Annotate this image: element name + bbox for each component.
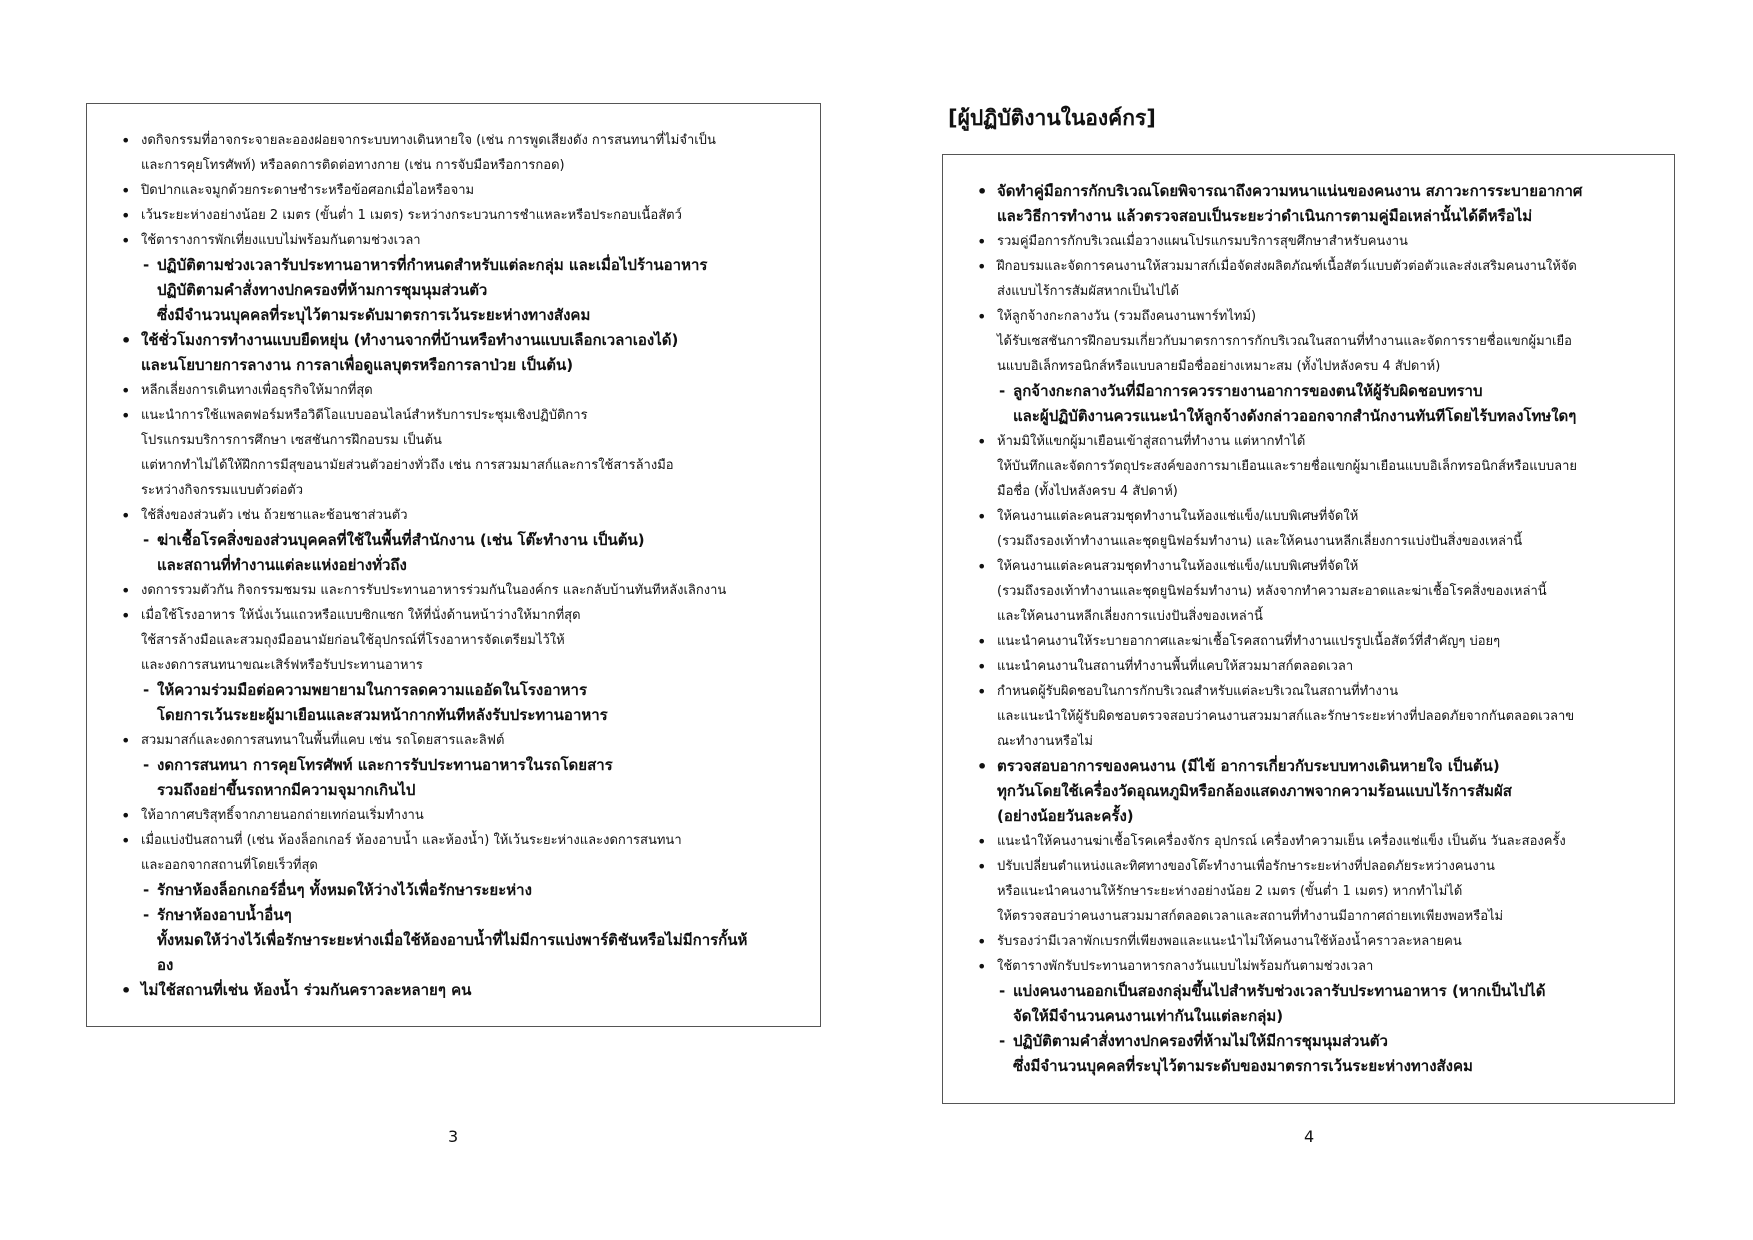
list-item-text: • ตรวจสอบอาการของคนงาน (มีไข้ อาการเกี่ยวกับระบบทางเดินหายใจ เป็นต้น): [997, 757, 1500, 775]
list-item-text: • ให้คนงานแต่ละคนสวมชุดทำงานในห้องแช่แข็ง/แบบพิเศษที่จัดให้: [997, 559, 1359, 574]
sub-list-item: [141, 253, 790, 328]
list-item: [973, 304, 1644, 429]
sub-list-item-text: - ปฏิบัติตามคำสั่งทางปกครองที่ห้ามไม่ให้มีการชุมนุมส่วนตัว: [1013, 1032, 1388, 1050]
list-item-text: และงดการสนทนาขณะเสิร์ฟหรือรับประทานอาหาร: [141, 658, 423, 673]
list-item: [973, 554, 1644, 629]
sub-list-item-text: - ลูกจ้างกะกลางวันที่มีอาการควรรายงานอาการของตนให้ผู้รับผิดชอบทราบ: [1013, 382, 1483, 400]
sub-list: [141, 878, 790, 978]
sub-list-item: [997, 379, 1644, 429]
list-item-text: • ให้คนงานแต่ละคนสวมชุดทำงานในห้องแช่แข็ง/แบบพิเศษที่จัดให้: [997, 509, 1359, 524]
list-item-text: • ใช้สิ่งของส่วนตัว เช่น ถ้วยชาและช้อนชาส่วนตัว: [141, 508, 408, 523]
list-item-text: มือชื่อ (ทั้งไปหลังครบ 4 สัปดาห์): [997, 484, 1178, 499]
list-item-text: และแนะนำให้ผู้รับผิดชอบตรวจสอบว่าคนงานสวมมาสก์และรักษาระยะห่างที่ปลอดภัยจากกันตลอดเวลาข: [997, 709, 1575, 724]
list-item-text: • รับรองว่ามีเวลาพักเบรกที่เพียงพอและแนะนำไม่ให้คนงานใช้ห้องน้ำคราวละหลายคน: [997, 934, 1462, 949]
list-item-text: และวิธีการทำงาน แล้วตรวจสอบเป็นระยะว่าดำเนินการตามคู่มือเหล่านั้นได้ดีหรือไม่: [997, 207, 1533, 225]
sub-list-item-text: ซึ่งมีจำนวนบุคคลที่ระบุไว้ตามระดับมาตรการเว้นระยะห่างทางสังคม: [157, 306, 591, 324]
sub-list-item-text: - รักษาห้องอาบน้ำอื่นๆ: [157, 906, 292, 924]
list-item-text: • ไม่ใช้สถานที่เช่น ห้องน้ำ ร่วมกันคราวละหลายๆ คน: [141, 981, 472, 999]
list-item-text: • ฝึกอบรมและจัดการคนงานให้สวมมาสก์เมื่อจัดส่งผลิตภัณฑ์เนื้อสัตว์แบบตัวต่อตัวและส่งเสริมคนงานให้จัด: [997, 259, 1577, 274]
list-item-text: • ใช้ตารางพักรับประทานอาหารกลางวันแบบไม่พร้อมกันตามช่วงเวลา: [997, 959, 1374, 974]
list-item-text: และออกจากสถานที่โดยเร็วที่สุด: [141, 858, 318, 873]
list-item: [973, 954, 1644, 1079]
sub-list-item-text: - ฆ่าเชื้อโรคสิ่งของส่วนบุคคลที่ใช้ในพื้นที่สำนักงาน (เช่น โต๊ะทำงาน เป็นต้น): [157, 531, 645, 549]
list-item: [117, 728, 790, 803]
list-item-text: ให้บันทึกและจัดการวัตถุประสงค์ของการมาเยือนและรายชื่อแขกผู้มาเยือนแบบอิเล็กทรอนิกส์หรือแบบลาย: [997, 459, 1578, 474]
sub-list-item-text: ซึ่งมีจำนวนบุคคลที่ระบุไว้ตามระดับของมาตรการเว้นระยะห่างทางสังคม: [1013, 1057, 1473, 1075]
sub-list-item-text: รวมถึงอย่าขึ้นรถหากมีความจุมากเกินไป: [157, 781, 416, 799]
list-item: [973, 179, 1644, 229]
page-number-left: 3: [448, 1127, 459, 1146]
sub-list-item-text: - งดการสนทนา การคุยโทรศัพท์ และการรับประทานอาหารในรถโดยสาร: [157, 756, 613, 774]
sub-list-item-text: โดยการเว้นระยะผู้มาเยือนและสวมหน้ากากทันทีหลังรับประทานอาหาร: [157, 706, 608, 724]
list-item-text: ทุกวันโดยใช้เครื่องวัดอุณหภูมิหรือกล้องแสดงภาพจากความร้อนแบบไร้การสัมผัส: [997, 782, 1512, 800]
list-item: [973, 504, 1644, 554]
sub-list: [141, 678, 790, 728]
list-item-text: หรือแนะนำคนงานให้รักษาระยะห่างอย่างน้อย 2 เมตร (ขั้นต่ำ 1 เมตร) หากทำไม่ได้: [997, 884, 1463, 899]
list-item-text: • ใช้ชั่วโมงการทำงานแบบยืดหยุ่น (ทำงานจากที่บ้านหรือทำงานแบบเลือกเวลาเองได้): [141, 331, 679, 349]
list-item-text: โปรแกรมบริการการศึกษา เซสชันการฝึกอบรม เป็นต้น: [141, 433, 442, 448]
list-item: [973, 229, 1644, 254]
list-item: [973, 429, 1644, 504]
list-item-text: ณะทำงานหรือไม่: [997, 734, 1093, 749]
list-item-text: • ให้อากาศบริสุทธิ์จากภายนอกถ่ายเทก่อนเริ่มทำงาน: [141, 808, 424, 823]
sub-list-item: [141, 678, 790, 728]
sub-list-item-text: - รักษาห้องล็อกเกอร์อื่นๆ ทั้งหมดให้ว่างไว้เพื่อรักษาระยะห่าง: [157, 881, 532, 899]
list-item-text: • รวมคู่มือการกักบริเวณเมื่อวางแผนโปรแกรมบริการสุขศึกษาสำหรับคนงาน: [997, 234, 1408, 249]
right-page-content-box: [942, 154, 1675, 1104]
list-item-text: • แนะนำให้คนงานฆ่าเชื้อโรคเครื่องจักร อุปกรณ์ เครื่องทำความเย็น เครื่องแช่แข็ง เป็นต้น วันละสองครั้ง: [997, 834, 1566, 849]
list-item: [117, 503, 790, 578]
list-item-text: • เมื่อใช้โรงอาหาร ให้นั่งเว้นแถวหรือแบบซิกแซก ให้ที่นั่งด้านหน้าว่างให้มากที่สุด: [141, 608, 581, 623]
sub-list-item: [997, 1029, 1644, 1079]
sub-list: [141, 253, 790, 328]
list-item: [117, 803, 790, 828]
sub-list-item: [141, 878, 790, 903]
list-item-text: • เว้นระยะห่างอย่างน้อย 2 เมตร (ขั้นต่ำ 1 เมตร) ระหว่างกระบวนการชำแหละหรือประกอบเนื้อสัตว์: [141, 208, 682, 223]
sub-list-item-text: - ให้ความร่วมมือต่อความพยายามในการลดความแออัดในโรงอาหาร: [157, 681, 588, 699]
list-item-text: (รวมถึงรองเท้าทำงานและชุดยูนิฟอร์มทำงาน) และให้คนงานหลีกเลี่ยงการแบ่งปันสิ่งของเหล่านี้: [997, 534, 1523, 549]
list-item-text: • แนะนำคนงานให้ระบายอากาศและฆ่าเชื้อโรคสถานที่ทำงานแปรรูปเนื้อสัตว์ที่สำคัญๆ บ่อยๆ: [997, 634, 1501, 649]
sub-list-item-text: - แบ่งคนงานออกเป็นสองกลุ่มขึ้นไปสำหรับช่วงเวลารับประทานอาหาร (หากเป็นไปได้: [1013, 982, 1546, 1000]
sub-list-item-text: จัดให้มีจำนวนคนงานเท่ากันในแต่ละกลุ่ม): [1013, 1007, 1284, 1025]
list-item-text: • แนะนำการใช้แพลตฟอร์มหรือวิดีโอแบบออนไลน์สำหรับการประชุมเชิงปฏิบัติการ: [141, 408, 588, 423]
sub-list-item-text: และผู้ปฏิบัติงานควรแนะนำให้ลูกจ้างดังกล่าวออกจากสำนักงานทันทีโดยไร้บทลงโทษใดๆ: [1013, 407, 1577, 425]
section-title: [ผู้ปฏิบัติงานในองค์กร]: [948, 106, 1156, 130]
list-item-text: • ปรับเปลี่ยนตำแหน่งและทิศทางของโต๊ะทำงานเพื่อรักษาระยะห่างที่ปลอดภัยระหว่างคนงาน: [997, 859, 1495, 874]
sub-list-item-text: ทั้งหมดให้ว่างไว้เพื่อรักษาระยะห่างเมื่อใช้ห้องอาบน้ำที่ไม่มีการแบ่งพาร์ติชันหรือไม่มีการกั้นห้: [157, 931, 748, 949]
list-item: [117, 578, 790, 603]
list-item: [973, 679, 1644, 754]
list-item: [117, 403, 790, 503]
list-item: [117, 178, 790, 203]
sub-list-item-text: และสถานที่ทำงานแต่ละแห่งอย่างทั่วถึง: [157, 556, 407, 574]
sub-list: [997, 979, 1644, 1079]
list-item: [973, 629, 1644, 654]
sub-list-item: [141, 753, 790, 803]
sub-list-item-text: อง: [157, 956, 174, 974]
list-item-text: นแบบอิเล็กทรอนิกส์หรือแบบลายมือชื่ออย่างเหมาะสม (ทั้งไปหลังครบ 4 สัปดาห์): [997, 359, 1441, 374]
list-item-text: • ปิดปากและจมูกด้วยกระดาษชำระหรือข้อศอกเมื่อไอหรือจาม: [141, 183, 475, 198]
sub-list-item: [997, 979, 1644, 1029]
list-item: [117, 203, 790, 228]
left-bullet-list: [117, 128, 790, 1003]
list-item-text: • งดกิจกรรมที่อาจกระจายละอองฝอยจากระบบทางเดินหายใจ (เช่น การพูดเสียงดัง การสนทนาที่ไม่จำเป็น: [141, 133, 716, 148]
list-item-text: • สวมมาสก์และงดการสนทนาในพื้นที่แคบ เช่น รถโดยสารและลิฟต์: [141, 733, 505, 748]
list-item-text: • หลีกเลี่ยงการเดินทางเพื่อธุรกิจให้มากที่สุด: [141, 383, 373, 398]
sub-list: [141, 528, 790, 578]
list-item-text: • ห้ามมิให้แขกผู้มาเยือนเข้าสู่สถานที่ทำงาน แต่หากทำได้: [997, 434, 1306, 449]
list-item: [973, 829, 1644, 854]
list-item-text: ใช้สารล้างมือและสวมถุงมืออนามัยก่อนใช้อุปกรณ์ที่โรงอาหารจัดเตรียมไว้ให้: [141, 633, 565, 648]
list-item-text: • เมื่อแบ่งปันสถานที่ (เช่น ห้องล็อกเกอร์ ห้องอาบน้ำ และห้องน้ำ) ให้เว้นระยะห่างและงดการสนทนา: [141, 833, 682, 848]
list-item-text: (อย่างน้อยวันละครั้ง): [997, 807, 1134, 825]
list-item-text: ให้ตรวจสอบว่าคนงานสวมมาสก์ตลอดเวลาและสถานที่ทำงานมีอากาศถ่ายเทเพียงพอหรือไม่: [997, 909, 1504, 924]
right-bullet-list: [973, 179, 1644, 1079]
list-item-text: แต่หากทำไม่ได้ให้ฝึกการมีสุขอนามัยส่วนตัวอย่างทั่วถึง เช่น การสวมมาสก์และการใช้สารล้างมือ: [141, 458, 674, 473]
list-item: [973, 754, 1644, 829]
list-item-text: ส่งแบบไร้การสัมผัสหากเป็นไปได้: [997, 284, 1179, 299]
list-item: [117, 603, 790, 728]
list-item-text: และการคุยโทรศัพท์) หรือลดการติดต่อทางกาย (เช่น การจับมือหรือการกอด): [141, 158, 565, 173]
list-item-text: • จัดทำคู่มือการกักบริเวณโดยพิจารณาถึงความหนาแน่นของคนงาน สภาวะการระบายอากาศ: [997, 182, 1583, 200]
left-page-content-box: [86, 103, 821, 1027]
list-item: [117, 128, 790, 178]
list-item: [117, 328, 790, 378]
list-item-text: ได้รับเซสชันการฝึกอบรมเกี่ยวกับมาตรการการกักบริเวณในสถานที่ทำงานและจัดการรายชื่อแขกผู้มาเยือ: [997, 334, 1572, 349]
sub-list: [141, 753, 790, 803]
list-item-text: • ใช้ตารางการพักเที่ยงแบบไม่พร้อมกันตามช่วงเวลา: [141, 233, 421, 248]
list-item-text: (รวมถึงรองเท้าทำงานและชุดยูนิฟอร์มทำงาน) หลังจากทำความสะอาดและฆ่าเชื้อโรคสิ่งของเหล่านี้: [997, 584, 1547, 599]
list-item-text: และให้คนงานหลีกเลี่ยงการแบ่งปันสิ่งของเหล่านี้: [997, 609, 1263, 624]
list-item: [973, 929, 1644, 954]
list-item: [117, 978, 790, 1003]
list-item-text: และนโยบายการลางาน การลาเพื่อดูแลบุตรหรือการลาป่วย เป็นต้น): [141, 356, 574, 374]
list-item: [973, 654, 1644, 679]
list-item: [117, 228, 790, 328]
list-item-text: • แนะนำคนงานในสถานที่ทำงานพื้นที่แคบให้สวมมาสก์ตลอดเวลา: [997, 659, 1354, 674]
list-item-text: • ให้ลูกจ้างกะกลางวัน (รวมถึงคนงานพาร์ทไทม์): [997, 309, 1257, 324]
sub-list: [997, 379, 1644, 429]
list-item: [117, 378, 790, 403]
sub-list-item-text: - ปฏิบัติตามช่วงเวลารับประทานอาหารที่กำหนดสำหรับแต่ละกลุ่ม และเมื่อไปร้านอาหาร: [157, 256, 708, 274]
sub-list-item: [141, 903, 790, 978]
list-item-text: • กำหนดผู้รับผิดชอบในการกักบริเวณสำหรับแต่ละบริเวณในสถานที่ทำงาน: [997, 684, 1399, 699]
sub-list-item: [141, 528, 790, 578]
sub-list-item-text: ปฏิบัติตามคำสั่งทางปกครองที่ห้ามการชุมนุมส่วนตัว: [157, 281, 488, 299]
list-item: [973, 854, 1644, 929]
list-item-text: ระหว่างกิจกรรมแบบตัวต่อตัว: [141, 483, 303, 498]
list-item-text: • งดการรวมตัวกัน กิจกรรมชมรม และการรับประทานอาหารร่วมกันในองค์กร และกลับบ้านทันทีหลังเลิกงาน: [141, 583, 727, 598]
page-number-right: 4: [1304, 1127, 1315, 1146]
list-item: [117, 828, 790, 978]
list-item: [973, 254, 1644, 304]
